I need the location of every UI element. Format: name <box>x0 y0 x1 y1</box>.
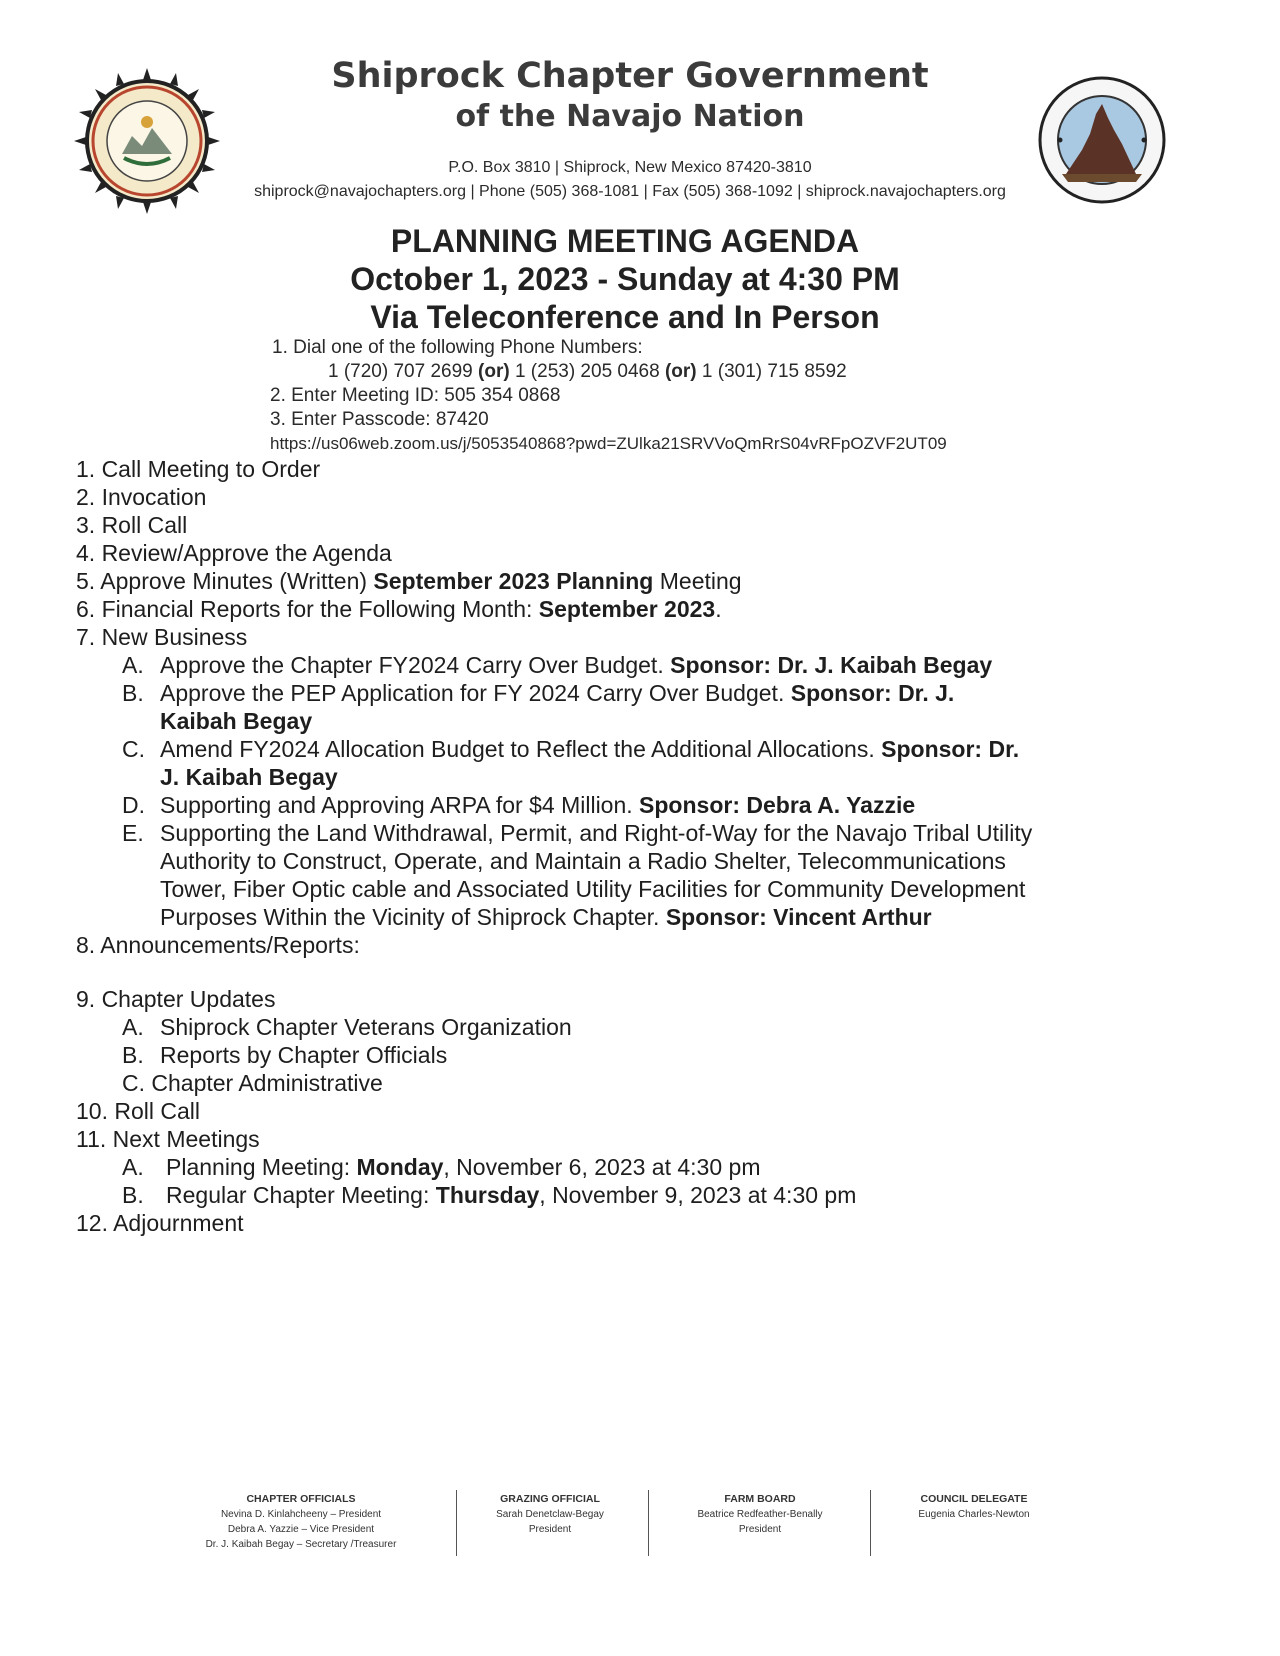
official-name: Debra A. Yazzie – Vice President <box>227 1524 375 1535</box>
footer-header: FARM BOARD <box>724 1493 796 1505</box>
or-separator: (or) <box>478 361 510 382</box>
footer-chapter-officials <box>186 1492 416 1552</box>
chapter-update-b: B. Reports by Chapter Officials <box>122 1042 448 1068</box>
or-separator: (or) <box>664 361 697 382</box>
agenda-item-1: 1. Call Meeting to Order <box>76 456 321 482</box>
phone-number: 1 (301) 715 8592 <box>701 361 847 382</box>
phone-numbers <box>328 360 847 384</box>
footer-header: CHAPTER OFFICIALS <box>246 1493 356 1505</box>
agenda-item-9: 9. Chapter Updates <box>76 986 276 1012</box>
chapter-update-c: C. Chapter Administrative <box>122 1070 383 1096</box>
new-business-e-line2: Authority to Construct, Operate, and Maintain a Radio Shelter, Telecommunications <box>160 848 1006 874</box>
footer-farm-board <box>662 1492 858 1537</box>
new-business-e-line3: Tower, Fiber Optic cable and Associated Utility Facilities for Community Development <box>160 876 1026 902</box>
agenda-item-12: 12. Adjournment <box>76 1210 244 1236</box>
footer-divider <box>456 1490 457 1556</box>
agenda-item-7: 7. New Business <box>76 624 248 650</box>
footer-council-delegate <box>884 1492 1064 1522</box>
new-business-c: C. Amend FY2024 Allocation Budget to Reflect the Additional Allocations. Sponsor: Dr. <box>122 736 1020 762</box>
agenda-title: PLANNING MEETING AGENDA <box>390 223 860 259</box>
agenda-item-6: 6. Financial Reports for the Following Month: September 2023. <box>76 596 722 622</box>
agenda-item-4: 4. Review/Approve the Agenda <box>76 540 392 566</box>
passcode: 3. Enter Passcode: 87420 <box>270 409 489 430</box>
next-meeting-b: B. Regular Chapter Meeting: Thursday, November 9, 2023 at 4:30 pm <box>122 1182 857 1208</box>
meeting-mode: Via Teleconference and In Person <box>370 299 880 335</box>
new-business-a: A. Approve the Chapter FY2024 Carry Over Budget. Sponsor: Dr. J. Kaibah Begay <box>122 652 993 678</box>
dial-step-1: 1. Dial one of the following Phone Numbers: <box>272 337 643 358</box>
new-business-b-cont: Kaibah Begay <box>160 708 313 734</box>
agenda-item-3: 3. Roll Call <box>76 512 188 538</box>
agenda-item-11: 11. Next Meetings <box>76 1126 260 1152</box>
phone-number: 1 (253) 205 0468 <box>514 361 660 382</box>
agenda-item-10: 10. Roll Call <box>76 1098 200 1124</box>
new-business-d: D. Supporting and Approving ARPA for $4 Million. Sponsor: Debra A. Yazzie <box>122 792 916 818</box>
meeting-date: October 1, 2023 - Sunday at 4:30 PM <box>350 261 900 297</box>
official-title: President <box>738 1524 782 1535</box>
new-business-e-line4: Purposes Within the Vicinity of Shiprock Chapter. Sponsor: Vincent Arthur <box>160 904 932 930</box>
new-business-c-cont: J. Kaibah Begay <box>160 764 338 790</box>
organization-name: Shiprock Chapter Government <box>331 56 929 96</box>
phone-number: 1 (720) 707 2699 <box>328 361 473 382</box>
footer-divider <box>648 1490 649 1556</box>
official-name: Dr. J. Kaibah Begay – Secretary /Treasurer <box>205 1539 397 1550</box>
official-title: President <box>528 1524 572 1535</box>
agenda-item-2: 2. Invocation <box>76 484 207 510</box>
footer-header: COUNCIL DELEGATE <box>920 1493 1028 1505</box>
footer-header: GRAZING OFFICIAL <box>500 1493 600 1505</box>
footer-grazing-official <box>470 1492 630 1537</box>
meeting-id: 2. Enter Meeting ID: 505 354 0868 <box>270 385 561 406</box>
footer-divider <box>870 1490 871 1556</box>
agenda-item-5: 5. Approve Minutes (Written) September 2023 Planning Meeting <box>76 568 742 594</box>
contact-info: shiprock@navajochapters.org | Phone (505) 368-1081 | Fax (505) 368-1092 | shiprock.navajochapters.org <box>254 183 1006 200</box>
official-name: Sarah Denetclaw-Begay <box>496 1509 604 1520</box>
official-name: Eugenia Charles-Newton <box>918 1509 1030 1520</box>
next-meeting-a: A. Planning Meeting: Monday, November 6, 2023 at 4:30 pm <box>122 1154 761 1180</box>
mailing-address: P.O. Box 3810 | Shiprock, New Mexico 87420-3810 <box>448 159 812 176</box>
official-name: Beatrice Redfeather-Benally <box>697 1509 823 1520</box>
official-name: Nevina D. Kinlahcheeny – President <box>220 1509 382 1520</box>
agenda-item-8: 8. Announcements/Reports: <box>76 932 360 958</box>
zoom-link[interactable]: https://us06web.zoom.us/j/5053540868?pwd=ZUlka21SRVVoQmRrS04vRFpOZVF2UT09 <box>270 434 947 453</box>
chapter-update-a: A. Shiprock Chapter Veterans Organization <box>122 1014 572 1040</box>
new-business-e: E. Supporting the Land Withdrawal, Permit, and Right-of-Way for the Navajo Tribal Utility <box>122 820 1033 846</box>
new-business-b: B. Approve the PEP Application for FY 2024 Carry Over Budget. Sponsor: Dr. J. <box>122 680 955 706</box>
organization-subtitle: of the Navajo Nation <box>455 99 805 134</box>
